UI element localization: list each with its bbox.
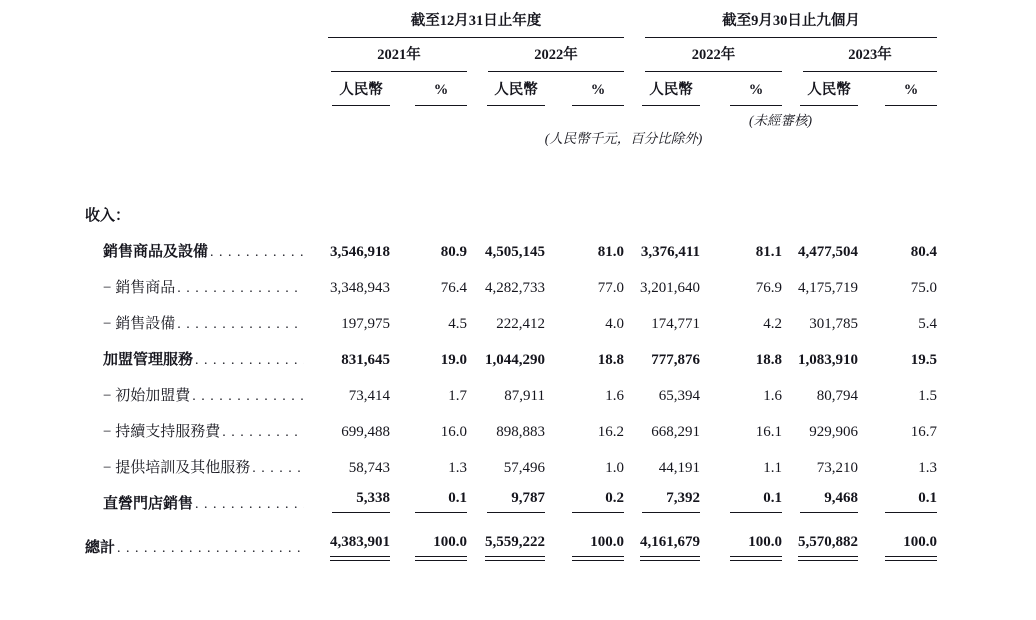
table-row xyxy=(85,477,937,513)
total-value: 100.0 xyxy=(885,534,937,557)
period-group-annual: 截至12月31日止年度 xyxy=(328,14,624,38)
cell-value: 668,291 xyxy=(651,423,700,440)
cell-value: 898,883 xyxy=(496,423,545,440)
cell-value: 4.2 xyxy=(763,315,782,332)
cell-value: 4.5 xyxy=(448,315,467,332)
cell-value: 76.9 xyxy=(755,279,782,296)
unaudited-note: (未經審核) xyxy=(749,112,812,128)
period-group-header-row xyxy=(85,14,937,38)
cell-value: 18.8 xyxy=(755,351,782,368)
col-header-pct: % xyxy=(885,83,937,106)
row-label: − 持續支持服務費 xyxy=(103,423,221,440)
total-value: 100.0 xyxy=(572,534,624,557)
cell-value: 0.2 xyxy=(572,490,624,513)
col-header-pct: % xyxy=(415,83,467,106)
cell-value: 73,210 xyxy=(816,459,858,476)
cell-value: 65,394 xyxy=(658,387,700,404)
cell-value: 1.1 xyxy=(763,459,782,476)
period-group-nine-months: 截至9月30日止九個月 xyxy=(645,14,937,38)
cell-value: 777,876 xyxy=(651,351,700,368)
total-row xyxy=(85,513,937,557)
cell-value: 831,645 xyxy=(341,351,390,368)
dot-leader xyxy=(210,244,304,261)
cell-value: 16.0 xyxy=(440,423,467,440)
year-header-2021: 2021年 xyxy=(331,48,467,72)
cell-value: 73,414 xyxy=(348,387,390,404)
section-header-row xyxy=(85,189,937,225)
cell-value: 1.6 xyxy=(605,387,624,404)
cell-value: 19.0 xyxy=(440,351,467,368)
cell-value: 81.0 xyxy=(597,243,624,260)
cell-value: 3,201,640 xyxy=(640,279,700,296)
cell-value: 1.0 xyxy=(605,459,624,476)
cell-value: 80,794 xyxy=(816,387,858,404)
cell-value: 1.6 xyxy=(763,387,782,404)
total-value: 5,559,222 xyxy=(485,534,545,557)
units-note: (人民幣千元，百分比除外) xyxy=(544,131,703,147)
cell-value: 7,392 xyxy=(642,490,700,513)
col-header-rmb: 人民幣 xyxy=(642,83,700,106)
cell-value: 58,743 xyxy=(348,459,390,476)
cell-value: 301,785 xyxy=(809,315,858,332)
revenue-breakdown-table xyxy=(85,14,937,557)
cell-value: 929,906 xyxy=(809,423,858,440)
table-row xyxy=(85,369,937,405)
cell-value: 1,083,910 xyxy=(798,351,858,368)
cell-value: 3,546,918 xyxy=(330,243,390,260)
year-header-row xyxy=(85,38,937,72)
sub-header-row xyxy=(85,72,937,106)
cell-value: 4,282,733 xyxy=(485,279,545,296)
cell-value: 80.4 xyxy=(910,243,937,260)
cell-value: 75.0 xyxy=(910,279,937,296)
total-label: 總計 xyxy=(85,539,116,556)
total-value: 4,161,679 xyxy=(640,534,700,557)
table-row xyxy=(85,441,937,477)
cell-value: 0.1 xyxy=(885,490,937,513)
units-note-row xyxy=(85,128,937,147)
row-label: − 銷售商品 xyxy=(103,279,176,296)
cell-value: 4.0 xyxy=(605,315,624,332)
col-header-pct: % xyxy=(730,83,782,106)
label-column-spacer xyxy=(85,14,310,38)
cell-value: 5.4 xyxy=(918,315,937,332)
cell-value: 4,477,504 xyxy=(798,243,858,260)
dot-leader xyxy=(117,540,304,557)
dot-leader xyxy=(195,352,304,369)
cell-value: 16.7 xyxy=(910,423,937,440)
cell-value: 77.0 xyxy=(597,279,624,296)
cell-value: 1.3 xyxy=(918,459,937,476)
cell-value: 16.1 xyxy=(755,423,782,440)
cell-value: 9,468 xyxy=(800,490,858,513)
total-value: 4,383,901 xyxy=(330,534,390,557)
cell-value: 1.3 xyxy=(448,459,467,476)
cell-value: 87,911 xyxy=(504,387,545,404)
total-value: 5,570,882 xyxy=(798,534,858,557)
year-header-2022-9m: 2022年 xyxy=(645,48,782,72)
cell-value: 76.4 xyxy=(440,279,467,296)
row-label: − 銷售設備 xyxy=(103,315,176,332)
cell-value: 44,191 xyxy=(658,459,700,476)
section-label: 收入： xyxy=(85,207,131,224)
row-label: 加盟管理服務 xyxy=(103,351,194,368)
cell-value: 16.2 xyxy=(597,423,624,440)
row-label: − 提供培訓及其他服務 xyxy=(103,459,251,476)
dot-leader xyxy=(222,424,304,441)
col-header-pct: % xyxy=(572,83,624,106)
cell-value: 5,338 xyxy=(332,490,390,513)
cell-value: 9,787 xyxy=(487,490,545,513)
cell-value: 4,505,145 xyxy=(485,243,545,260)
cell-value: 1.5 xyxy=(918,387,937,404)
cell-value: 699,488 xyxy=(341,423,390,440)
cell-value: 1.7 xyxy=(448,387,467,404)
table-row xyxy=(85,333,937,369)
cell-value: 1,044,290 xyxy=(485,351,545,368)
dot-leader xyxy=(192,388,304,405)
cell-value: 174,771 xyxy=(651,315,700,332)
cell-value: 4,175,719 xyxy=(798,279,858,296)
col-header-rmb: 人民幣 xyxy=(800,83,858,106)
cell-value: 222,412 xyxy=(496,315,545,332)
row-label: 銷售商品及設備 xyxy=(103,243,209,260)
row-label: − 初始加盟費 xyxy=(103,387,191,404)
cell-value: 18.8 xyxy=(597,351,624,368)
cell-value: 57,496 xyxy=(503,459,545,476)
dot-leader xyxy=(177,280,304,297)
cell-value: 3,348,943 xyxy=(330,279,390,296)
cell-value: 19.5 xyxy=(910,351,937,368)
total-value: 100.0 xyxy=(730,534,782,557)
dot-leader xyxy=(177,316,304,333)
year-header-2022: 2022年 xyxy=(488,48,624,72)
col-header-rmb: 人民幣 xyxy=(487,83,545,106)
cell-value: 0.1 xyxy=(415,490,467,513)
cell-value: 80.9 xyxy=(440,243,467,260)
prospectus-page xyxy=(0,14,1036,620)
row-label: 直營門店銷售 xyxy=(103,495,194,512)
unaudited-note-row xyxy=(85,106,937,129)
year-header-2023-9m: 2023年 xyxy=(803,48,937,72)
dot-leader xyxy=(252,460,304,477)
cell-value: 3,376,411 xyxy=(640,243,700,260)
col-header-rmb: 人民幣 xyxy=(332,83,390,106)
dot-leader xyxy=(195,496,304,513)
total-value: 100.0 xyxy=(415,534,467,557)
table-row xyxy=(85,405,937,441)
cell-value: 197,975 xyxy=(341,315,390,332)
cell-value: 81.1 xyxy=(755,243,782,260)
spacer-row xyxy=(85,147,937,189)
table-row xyxy=(85,261,937,297)
cell-value: 0.1 xyxy=(730,490,782,513)
table-row xyxy=(85,225,937,261)
table-row xyxy=(85,297,937,333)
